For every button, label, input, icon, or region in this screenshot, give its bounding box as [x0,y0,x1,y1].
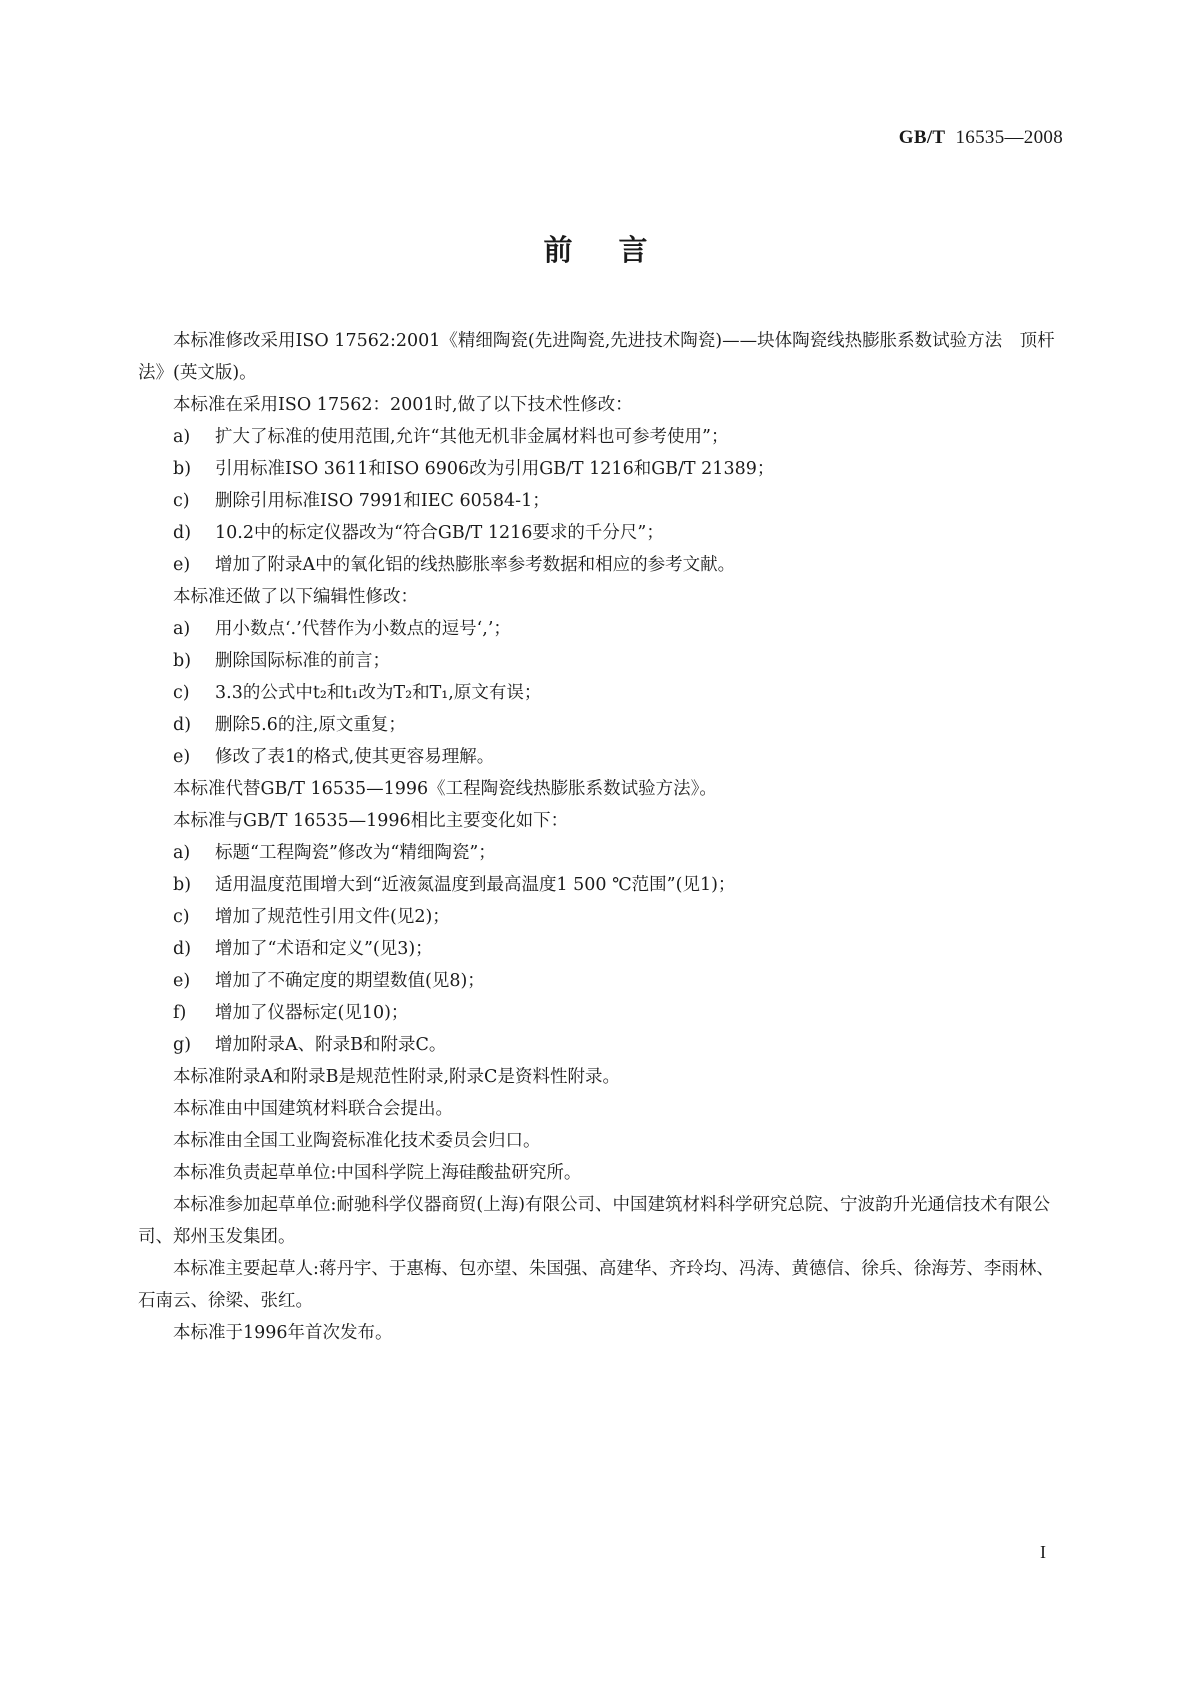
list-marker: c) [173,491,190,511]
list-marker: b) [173,875,192,895]
list-item [138,709,1068,741]
paragraph-text: 本标准修改采用ISO 17562:2001《精细陶瓷(先进陶瓷,先进技术陶瓷)——块体陶瓷线热膨胀系数试验方法 顶杆法》(英文版)。 [138,331,1055,383]
paragraph-text: 修改了表1的格式,使其更容易理解。 [215,747,495,767]
list-marker: b) [173,651,192,671]
paragraph [138,1253,1068,1317]
paragraph-text: 扩大了标准的使用范围,允许“其他无机非金属材料也可参考使用”； [215,427,729,447]
list-marker: a) [173,619,191,639]
list-marker: e) [173,555,191,575]
paragraph-text: 本标准由中国建筑材料联合会提出。 [173,1099,453,1119]
paragraph-text: 增加了“术语和定义”(见3)； [215,939,433,959]
paragraph-text: 本标准参加起草单位:耐驰科学仪器商贸(上海)有限公司、中国建筑材料科学研究总院、宁波韵升光通信技术有限公司、郑州玉发集团。 [138,1195,1051,1247]
list-item [138,933,1068,965]
paragraph [138,1189,1068,1253]
list-item [138,517,1068,549]
list-item [138,901,1068,933]
paragraph [138,1093,1068,1125]
list-marker: g) [173,1035,192,1055]
paragraph-text: 本标准负责起草单位:中国科学院上海硅酸盐研究所。 [173,1163,582,1183]
paragraph-text: 增加了规范性引用文件(见2)； [215,907,450,927]
list-item [138,549,1068,581]
list-item [138,421,1068,453]
standard-prefix: GB/T [898,127,946,148]
standard-code: 16535—2008 [955,127,1063,148]
list-item [138,613,1068,645]
paragraph-text: 增加了不确定度的期望数值(见8)； [215,971,485,991]
list-marker: c) [173,907,190,927]
paragraph-text: 本标准还做了以下编辑性修改： [173,587,418,607]
paragraph [138,325,1068,389]
list-item [138,485,1068,517]
paragraph [138,1125,1068,1157]
paragraph [138,1157,1068,1189]
paragraph [138,805,1068,837]
paragraph-text: 10.2中的标定仪器改为“符合GB/T 1216要求的千分尺”； [215,523,664,543]
paragraph-text: 适用温度范围增大到“近液氮温度到最高温度1 500 ℃范围”(见1)； [215,875,736,895]
page-title: 前言 [543,233,694,267]
paragraph-text: 删除5.6的注,原文重复； [215,715,406,735]
paragraph-text: 本标准代替GB/T 16535—1996《工程陶瓷线热膨胀系数试验方法》。 [173,779,717,799]
list-item [138,677,1068,709]
paragraph-text: 本标准于1996年首次发布。 [173,1323,393,1343]
list-marker: d) [173,523,192,543]
paragraph-text: 删除国际标准的前言； [215,651,390,671]
paragraph-text: 增加了附录A中的氧化铝的线热膨胀率参考数据和相应的参考文献。 [215,555,736,575]
paragraph-text: 本标准由全国工业陶瓷标准化技术委员会归口。 [173,1131,541,1151]
paragraph [138,1061,1068,1093]
list-marker: a) [173,843,191,863]
list-item [138,1029,1068,1061]
list-item [138,837,1068,869]
paragraph-text: 增加附录A、附录B和附录C。 [215,1035,447,1055]
list-item [138,741,1068,773]
page-number: I [1040,1542,1046,1562]
list-item [138,997,1068,1029]
paragraph-text: 本标准在采用ISO 17562：2001时,做了以下技术性修改： [173,395,633,415]
list-item [138,869,1068,901]
paragraph [138,1317,1068,1349]
list-marker: e) [173,971,191,991]
list-item [138,645,1068,677]
paragraph-text: 本标准主要起草人:蒋丹宇、于惠梅、包亦望、朱国强、高建华、齐玲均、冯涛、黄德信、徐兵、徐海芳、李雨林、石南云、徐梁、张红。 [138,1259,1054,1311]
foreword-body [138,325,1068,1349]
paragraph-text: 本标准与GB/T 16535—1996相比主要变化如下： [173,811,569,831]
paragraph [138,389,1068,421]
list-marker: a) [173,427,191,447]
list-item [138,453,1068,485]
list-item [138,965,1068,997]
paragraph-text: 删除引用标准ISO 7991和IEC 60584-1； [215,491,550,511]
paragraph-text: 用小数点‘.’代替作为小数点的逗号‘,’； [215,619,511,639]
paragraph-text: 增加了仪器标定(见10)； [215,1003,409,1023]
list-marker: b) [173,459,192,479]
list-marker: d) [173,715,192,735]
list-marker: d) [173,939,192,959]
paragraph-text: 标题“工程陶瓷”修改为“精细陶瓷”； [215,843,496,863]
list-marker: f) [173,1003,187,1023]
paragraph [138,581,1068,613]
paragraph-text: 3.3的公式中t₂和t₁改为T₂和T₁,原文有误； [215,683,542,703]
paragraph-text: 引用标准ISO 3611和ISO 6906改为引用GB/T 1216和GB/T 21389； [215,459,775,479]
standard-number [899,127,1063,149]
list-marker: c) [173,683,190,703]
paragraph-text: 本标准附录A和附录B是规范性附录,附录C是资料性附录。 [173,1067,620,1087]
list-marker: e) [173,747,191,767]
paragraph [138,773,1068,805]
